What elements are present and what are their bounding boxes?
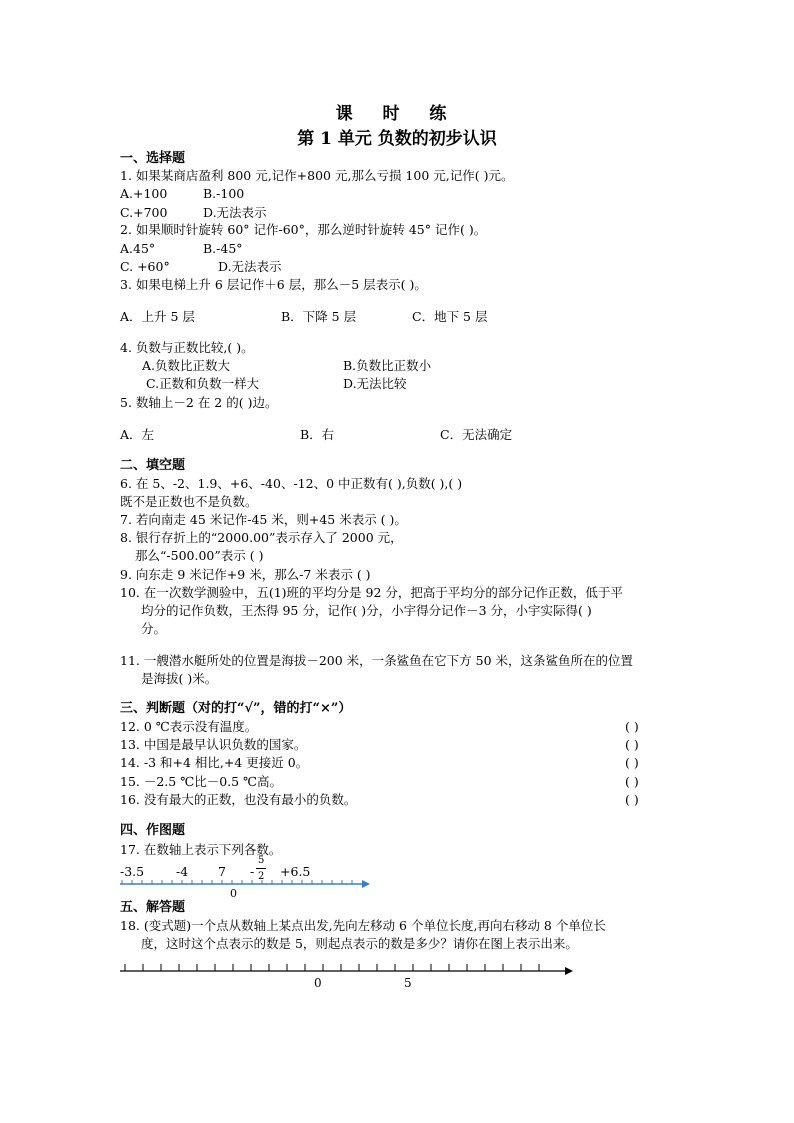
section-heading-draw: 四、作图题 (120, 823, 186, 838)
answer-paren: ( ) (625, 755, 639, 770)
question-8: 8. 银行存折上的“2000.00”表示存入了 2000 元， (120, 530, 403, 545)
number-label: -3.5 (120, 864, 145, 879)
axis-zero-label: 0 (314, 976, 322, 990)
q1-option-a: A.+100 (120, 186, 168, 201)
question-3: 3. 如果电梯上升 6 层记作＋6 层，那么－5 层表示( )。 (120, 277, 427, 292)
number-label: - (250, 864, 255, 879)
q2-option-d: D.无法表示 (218, 259, 282, 274)
q2-option-c: C. +60° (120, 259, 170, 274)
question-7: 7. 若向南走 45 米记作-45 米，则+45 米表示 ( )。 (120, 512, 407, 527)
q2-option-a: A.45° (120, 241, 156, 256)
answer-paren: ( ) (625, 774, 639, 789)
q3-option-a: A．上升 5 层 (120, 309, 195, 324)
question-10: 10. 在一次数学测验中，五(1)班的平均分是 92 分，把高于平均分的部分记作正数，低于平 (120, 585, 623, 600)
question-13: 13. 中国是最早认识负数的国家。 (120, 737, 307, 752)
section-heading-choice: 一、选择题 (120, 151, 186, 166)
q3-option-c: C．地下 5 层 (412, 309, 488, 324)
question-8-cont: 那么“-500.00”表示 ( ) (135, 548, 264, 563)
q1-option-c: C.+700 (120, 205, 168, 220)
fraction-denominator: 2 (258, 871, 265, 882)
question-18-cont: 度，这时这个点表示的数是 5，则起点表示的数是多少？请你在图上表示出来。 (141, 936, 578, 951)
number-label: 7 (218, 864, 226, 879)
fraction-numerator: 5 (258, 855, 265, 866)
q2-option-b: B.-45° (203, 241, 243, 256)
number-label: -4 (176, 864, 189, 879)
question-11: 11. 一艘潜水艇所处的位置是海拔－200 米，一条鲨鱼在它下方 50 米，这条鲨鱼所在的位置 (120, 653, 634, 668)
q4-option-b: B.负数比正数小 (343, 358, 432, 373)
question-1: 1. 如果某商店盈利 800 元,记作+800 元,那么亏损 100 元,记作( )元。 (120, 168, 514, 183)
question-11-cont: 是海拔( )米。 (141, 671, 218, 686)
q4-option-a: A.负数比正数大 (142, 358, 231, 373)
question-16: 16. 没有最大的正数，也没有最小的负数。 (120, 792, 357, 807)
q4-option-c: C.正数和负数一样大 (146, 376, 260, 391)
question-6: 6. 在 5、-2、1.9、+6、-40、-12、0 中正数有( ),负数( ),( ) (120, 476, 463, 491)
q5-option-a: A．左 (120, 427, 155, 442)
axis-five-label: 5 (404, 976, 412, 990)
q5-option-b: B．右 (300, 427, 335, 442)
section-heading-judge: 三、判断题（对的打“√”，错的打“×”） (120, 701, 352, 716)
q1-option-b: B.-100 (203, 186, 245, 201)
question-4: 4. 负数与正数比较,( )。 (120, 340, 254, 355)
question-17: 17. 在数轴上表示下列各数。 (120, 842, 282, 857)
question-10-cont: 均分的记作负数，王杰得 95 分，记作( )分，小宇得分记作－3 分，小宇实际得( ) (141, 603, 592, 618)
q3-option-b: B．下降 5 层 (281, 309, 357, 324)
question-10-end: 分。 (141, 621, 167, 636)
answer-paren: ( ) (625, 719, 639, 734)
zero-label: 0 (230, 887, 237, 900)
question-9: 9. 向东走 9 米记作+9 米，那么-7 米表示 ( ) (120, 567, 371, 582)
section-heading-solve: 五、解答题 (120, 900, 186, 915)
question-15: 15. －2.5 ℃比－0.5 ℃高。 (120, 774, 283, 789)
question-18: 18. (变式题)一个点从数轴上某点出发,先向左移动 6 个单位长度,再向右移动 8 个单位长 (120, 918, 606, 933)
unit-title: 第 1 单元 负数的初步认识 (297, 129, 497, 149)
question-5: 5. 数轴上－2 在 2 的( )边。 (120, 395, 278, 410)
q1-option-d: D.无法表示 (203, 205, 267, 220)
question-2: 2. 如果顺时针旋转 60° 记作-60°，那么逆时针旋转 45° 记作( )。 (120, 222, 487, 237)
question-14: 14. -3 和+4 相比,+4 更接近 0。 (120, 755, 309, 770)
question-12: 12. 0 ℃表示没有温度。 (120, 719, 258, 734)
q4-option-d: D.无法比较 (343, 376, 407, 391)
section-heading-fill: 二、填空题 (120, 458, 186, 473)
question-6-cont: 既不是正数也不是负数。 (120, 494, 258, 509)
answer-paren: ( ) (625, 737, 639, 752)
page-title: 课 时 练 (335, 104, 459, 124)
q5-option-c: C．无法确定 (440, 427, 513, 442)
answer-paren: ( ) (625, 792, 639, 807)
number-label: +6.5 (280, 864, 311, 879)
